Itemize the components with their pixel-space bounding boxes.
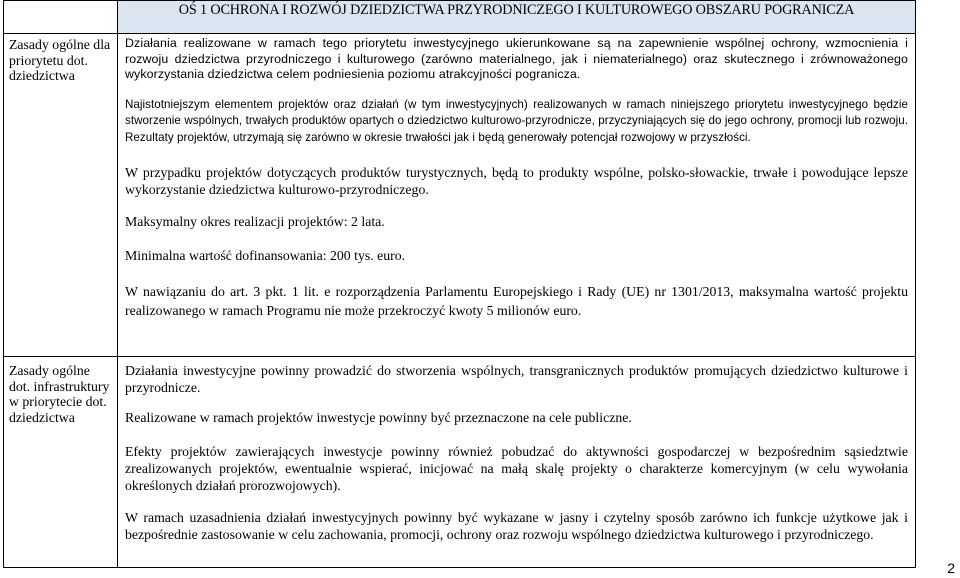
paragraph: Minimalna wartość dofinansowania: 200 tys. euro. bbox=[125, 247, 406, 263]
table-row bbox=[4, 357, 916, 568]
section-title: OŚ 1 OCHRONA I ROZWÓJ DZIEDZICTWA PRZYRODNICZEGO I KULTUROWEGO OBSZARU POGRANICZA bbox=[118, 1, 916, 34]
paragraph: Najistotniejszym elementem projektów oraz działań (w tym inwestycyjnych) realizowanych w ramach niniejszego priorytetu inwestycyjnego będzie stworzenie wspólnych, trwałych produktów opartych o dziedzictwo kulturowo-przyrodnicze, przyczyniających się do jego ochrony, promocji lub rozwoju. Rezultaty projektów, utrzymają się zarówno w okresie trwałości jak i będą generowały potencjał rozwojowy w przyszłości. bbox=[125, 97, 908, 144]
row-label: Zasady ogólne dla priorytetu dot. dziedzictwa bbox=[4, 34, 118, 357]
criteria-table bbox=[3, 0, 916, 568]
header-empty-cell bbox=[4, 1, 118, 34]
header-row bbox=[4, 1, 916, 34]
paragraph: W przypadku projektów dotyczących produktów turystycznych, będą to produkty wspólne, polsko-słowackie, trwałe i powodujące lepsze wykorzystanie dziedzictwa kulturowo-przyrodniczego. bbox=[125, 164, 908, 197]
paragraph: Działania realizowane w ramach tego priorytetu inwestycyjnego ukierunkowane są na zapewnienie wspólnej ochrony, wzmocnienia i rozwoju dziedzictwa przyrodniczego i kulturowego (zarówno materialnego, jak i niematerialnego) oraz skutecznego i zrównoważonego wykorzystania dziedzictwa celem podniesienia poziomu atrakcyjności pogranicza. bbox=[125, 36, 908, 82]
paragraph: W ramach uzasadnienia działań inwestycyjnych powinny być wykazane w jasny i czytelny sposób zarówno ich funkcje użytkowe jak i bezpośrednie zastosowanie w celu zachowania, promocji, ochrony oraz rozwoju wspólnego dziedzictwa kulturowego i przyrodniczego. bbox=[125, 510, 908, 543]
paragraph: Efekty projektów zawierających inwestycje powinny również pobudzać do aktywności gospodarczej w bezpośrednim sąsiedztwie zrealizowanych projektów, ewentualnie wspierać, inicjować na małą skalę projekty o charakterze komercyjnym (w celu wywołania określonych działań prorozwojowych). bbox=[125, 444, 908, 494]
row-label: Zasady ogólne dot. infrastruktury w priorytecie dot. dziedzictwa bbox=[4, 357, 118, 568]
row-content bbox=[118, 357, 916, 568]
page-number: 2 bbox=[947, 560, 955, 576]
row-content bbox=[118, 34, 916, 357]
paragraph: Działania inwestycyjne powinny prowadzić do stworzenia wspólnych, transgranicznych produktów promujących dziedzictwo kulturowe i przyrodnicze. bbox=[125, 363, 908, 395]
paragraph: Realizowane w ramach projektów inwestycje powinny być przeznaczone na cele publiczne. bbox=[125, 410, 632, 425]
paragraph: Maksymalny okres realizacji projektów: 2 lata. bbox=[125, 213, 385, 229]
table-row bbox=[4, 34, 916, 357]
paragraph: W nawiązaniu do art. 3 pkt. 1 lit. e rozporządzenia Parlamentu Europejskiego i Rady (UE) nr 1301/2013, maksymalna wartość projektu realizowanego w ramach Programu nie może przekroczyć kwoty 5 milionów euro. bbox=[125, 284, 908, 319]
